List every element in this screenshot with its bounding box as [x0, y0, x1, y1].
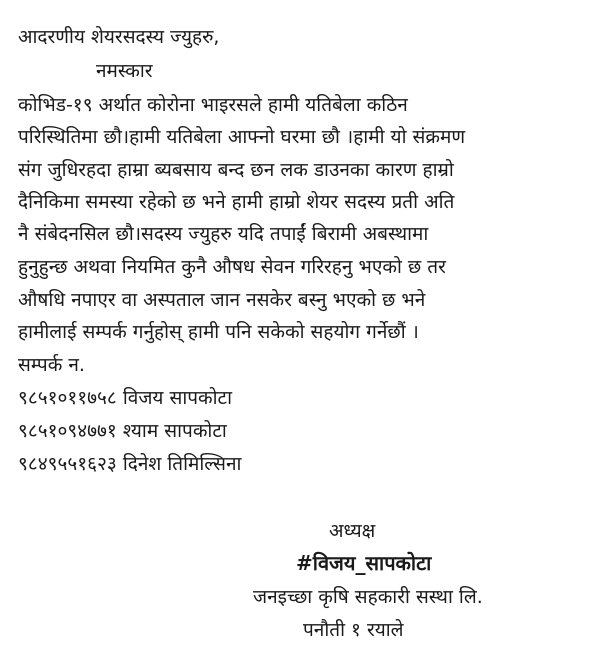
body-line: हुनुहुन्छ अथवा नियमित कुनै औषध सेवन गरिरहनु भएको छ तर [18, 256, 446, 278]
signature-address: पनौती १ रयाले [303, 619, 404, 641]
body-line: औषधि नपाएर वा अस्पताल जान नसकेर बस्नु भएको छ भने [18, 289, 426, 311]
greeting: नमस्कार [96, 60, 153, 82]
body-line: हामीलाई सम्पर्क गर्नुहोस् हामी पनि सकेको सहयोग गर्नेछौं । [18, 321, 419, 343]
contact-entry: ९८५१०११७५८ विजय सापकोटा [18, 387, 233, 409]
signature-name: #विजय_सापकोटा [296, 551, 432, 575]
contact-entry: ९८४९५५१६२३ दिनेश तिमिल्सिना [18, 453, 242, 475]
body-line: संग जुधिरहदा हाम्रा ब्यबसाय बन्द छन लक डाउनका कारण हाम्रो [18, 159, 454, 181]
contact-heading: सम्पर्क न. [18, 354, 85, 376]
contact-entry: ९८५१०९४७७१ श्याम सापकोटा [18, 420, 227, 442]
body-line: कोभिड-१९ अर्थात कोरोना भाइरसले हामी यतिबेला कठिन [18, 94, 408, 116]
signature-title: अध्यक्ष [329, 520, 376, 542]
body-line: परिस्थितिमा छौ।हामी यतिबेला आफ्नो घरमा छौ ।हामी यो संक्रमण [18, 126, 466, 148]
salutation: आदरणीय शेयरसदस्य ज्युहरु, [18, 26, 220, 48]
signature-organization: जनइच्छा कृषि सहकारी सस्था लि. [253, 586, 483, 608]
body-line: नै संबेदनसिल छौ।सदस्य ज्युहरु यदि तपाईं बिरामी अबस्थामा [18, 223, 429, 245]
body-line: दैनिकिमा समस्या रहेको छ भने हामी हाम्रो शेयर सदस्य प्रती अति [18, 191, 455, 213]
